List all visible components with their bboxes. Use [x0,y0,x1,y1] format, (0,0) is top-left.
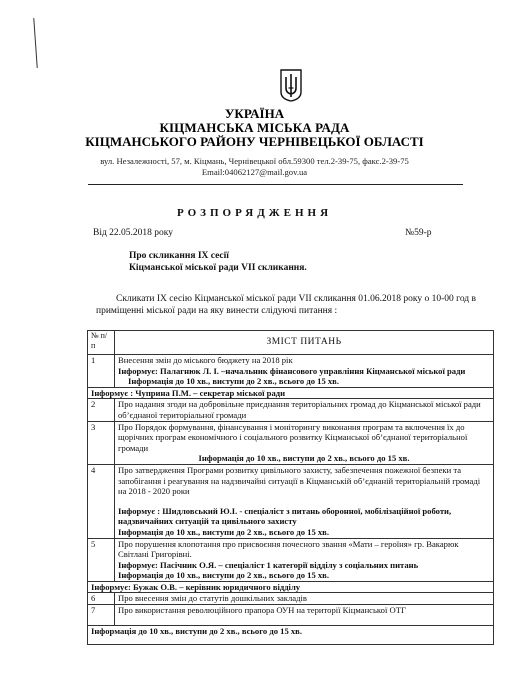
item-informant: Інформує: Палагнюк Л. І. –начальник фінансового управління Кіцманської міської ради [118,365,466,376]
row-content [115,355,494,388]
table-row [88,399,494,421]
row-number: 6 [88,593,115,605]
item-informant: Інформує : Шидловський Ю.І. - спеціаліст з питань оборонної, мобілізаційної роботи, надзвичайних ситуацій та цивільного захисту [118,505,452,527]
item-text: Про затвердження Програми розвитку цивільного захисту, забезпечення пожежної безпеки та запобігання і реагування на надзвичайні ситуації в Кіцманській об’єднаній територіальній громаді на 2018 - 2020 роки [118,464,481,497]
bottom-time: Інформація до 10 хв., виступи до 2 хв., всього до 15 хв. [88,626,494,645]
table-group-row [88,581,494,593]
row-content [115,421,494,464]
table-row [88,605,494,626]
table-row [88,538,494,581]
header-email: Email:04062127@mail.gov.ua [201,167,308,177]
table-row [88,464,494,538]
subject-line-2: Кіцманської міської ради VІІ скликання. [129,263,307,273]
trident-emblem-icon [278,68,304,102]
row-content [115,538,494,581]
document-number: №59-р [405,228,432,238]
column-header-number: № п/п [88,331,115,355]
row-number: 1 [88,355,115,388]
header-country: УКРАЇНА [224,106,285,121]
item-informant: Інформує: Пасічник О.Я. – спеціаліст 1 категорії відділу з соціальних питань [118,559,419,570]
group-informant: Інформує : Чуприна П.М. – секретар міської ради [88,387,494,399]
item-text: Про внесення змін до статутів дошкільних закладів [115,593,494,605]
item-text: Про Порядок формування, фінансування і моніторингу виконання програм та включення їх до щорічних програм економічного і соціального розвитку Кіцманської об’єднаної територіальної громади [118,421,468,453]
row-number: 4 [88,464,115,538]
row-number: 2 [88,399,115,421]
item-text: Внесення змін до міського бюджету на 2018 рік [118,355,293,365]
table-header-row [88,331,494,355]
item-text: Про порушення клопотання про присвоєння почесного звання «Мати – героїня» гр. Вакарюк Світлані Григорівні. [118,538,459,560]
header-council: КІЦМАНСЬКА МІСЬКА РАДА [159,120,350,135]
agenda-table [87,330,494,645]
document-title: РОЗПОРЯДЖЕННЯ [176,207,333,219]
table-row [88,421,494,464]
row-number: 5 [88,538,115,581]
subject-line-1: Про скликання ІХ сесії [129,251,229,261]
item-time: Інформація до 10 хв., виступи до 2 хв., всього до 15 хв. [118,570,329,581]
item-time: Інформація до 10 хв., виступи до 2 хв., всього до 15 хв. [118,526,329,537]
row-number: 7 [88,605,115,626]
header-address-block [0,156,509,178]
item-time: Інформація до 10 хв., виступи до 2 хв., всього до 15 хв. [198,453,410,464]
document-date: Від 22.05.2018 року [93,228,174,238]
margin-pen-mark [33,18,37,68]
document-subject [129,250,307,274]
item-text: Про надання згоди на добровільне приєднання територіальних громад до Кіцманської міської ради об’єднаної територіальної громади [115,399,494,421]
table-row [88,593,494,605]
header-divider [88,184,463,185]
column-header-content: ЗМІСТ ПИТАНЬ [115,331,494,355]
group-informant: Інформує: Бужак О.В. – керівник юридичного відділу [88,581,494,593]
header-address: вул. Незалежності, 57, м. Кіцмань, Чернівецької обл.59300 тел.2-39-75, факс.2-39-75 [100,156,409,166]
row-number: 3 [88,421,115,464]
item-time: Інформація до 10 хв., виступи до 2 хв., всього до 15 хв. [128,376,339,387]
row-content [115,464,494,538]
item-text: Про використання революційного прапора ОУН на території Кіцманської ОТГ [115,605,494,626]
table-group-row [88,387,494,399]
intro-paragraph: Скликати ІХ сесію Кіцманської міської ради VІІ скликання 01.06.2018 року о 10-00 год в приміщенні міської ради на яку винести слідуючі питання : [96,294,476,316]
table-group-row [88,626,494,645]
table-row [88,355,494,388]
header-district: КІЦМАНСЬКОГО РАЙОНУ ЧЕРНІВЕЦЬКОЇ ОБЛАСТІ [85,134,424,149]
